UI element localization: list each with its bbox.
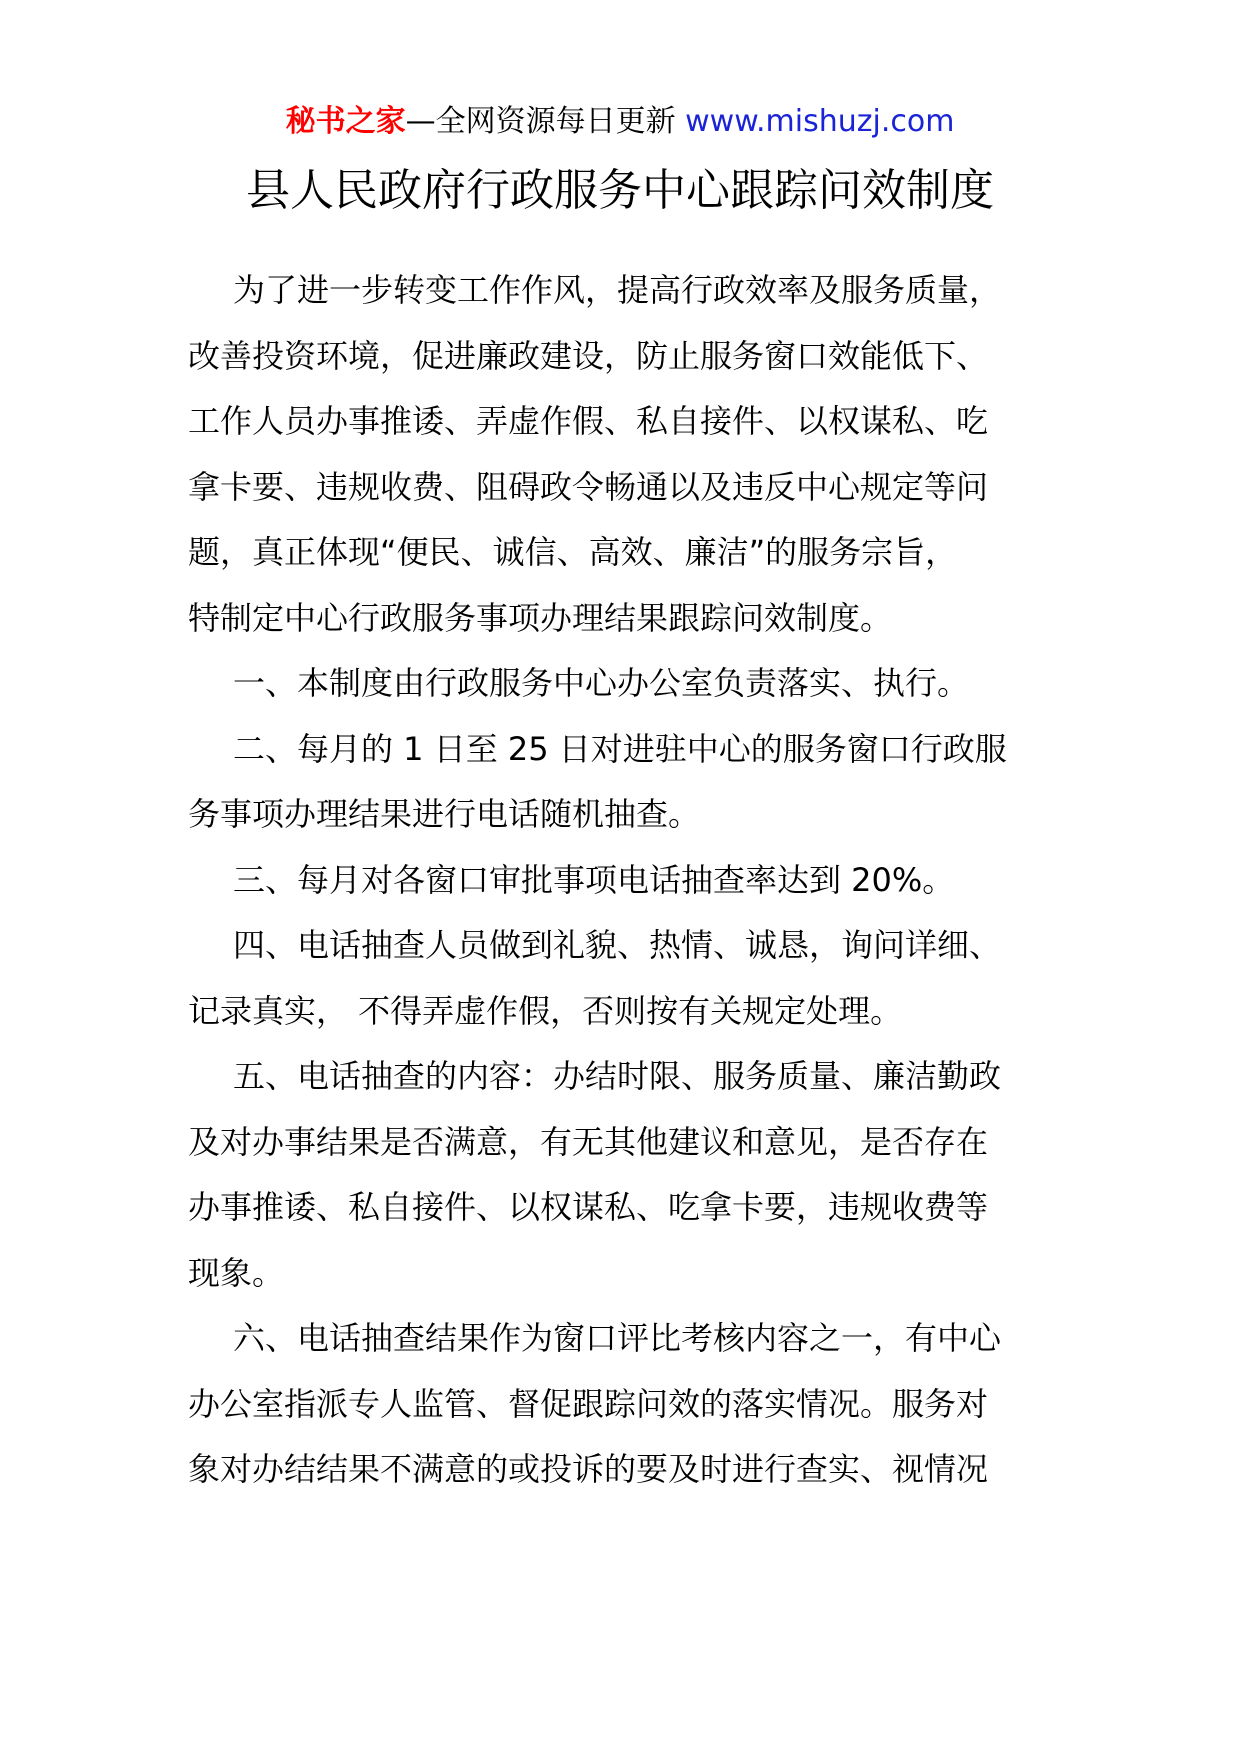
- body-line: 三、每月对各窗口审批事项电话抽查率达到 20%。: [233, 860, 955, 899]
- header-tagline: —全网资源每日更新: [405, 104, 676, 139]
- body-line: 二、每月的 1 日至 25 日对进驻中心的服务窗口行政服: [233, 729, 1007, 768]
- body-line: 象对办结结果不满意的或投诉的要及时进行查实、视情况: [188, 1450, 989, 1488]
- body-line: 改善投资环境，促进廉政建设，防止服务窗口效能低下、: [188, 336, 989, 375]
- body-line: 现象。: [188, 1253, 285, 1292]
- body-line: 一、本制度由行政服务中心办公室负责落实、执行。: [233, 664, 970, 702]
- brand-name: 秘书之家: [285, 104, 406, 139]
- body-line: 办公室指派专人监管、督促跟踪问效的落实情况。服务对: [188, 1384, 989, 1423]
- body-line: 题，真正体现“便民、诚信、高效、廉洁”的服务宗旨，: [188, 533, 958, 571]
- body-line: 六、电话抽查结果作为窗口评比考核内容之一，有中心: [233, 1319, 1002, 1357]
- body-line: 为了进一步转变工作作风，提高行政效率及服务质量，: [233, 271, 1002, 309]
- body-line: 工作人员办事推诿、弄虚作假、私自接件、以权谋私、吃: [188, 402, 989, 440]
- body-line: 四、电话抽查人员做到礼貌、热情、诚恳，询问详细、: [233, 926, 1002, 964]
- document-body: [188, 258, 1054, 1503]
- body-line: 特制定中心行政服务事项办理结果跟踪问效制度。: [188, 598, 893, 637]
- body-line: 拿卡要、违规收费、阻碍政令畅通以及违反中心规定等问: [188, 467, 989, 506]
- body-line: 记录真实， 不得弄虚作假，否则按有关规定处理。: [188, 991, 903, 1030]
- body-line: 及对办事结果是否满意，有无其他建议和意见，是否存在: [188, 1122, 989, 1161]
- site-header: [0, 102, 1240, 142]
- body-line: 办事推诿、私自接件、以权谋私、吃拿卡要，违规收费等: [188, 1188, 989, 1226]
- document-title: 县人民政府行政服务中心跟踪问效制度: [246, 165, 994, 216]
- site-url-link[interactable]: www.mishuzj.com: [685, 104, 955, 139]
- body-line: 五、电话抽查的内容：办结时限、服务质量、廉洁勤政: [233, 1057, 1002, 1095]
- body-line: 务事项办理结果进行电话随机抽查。: [188, 795, 701, 833]
